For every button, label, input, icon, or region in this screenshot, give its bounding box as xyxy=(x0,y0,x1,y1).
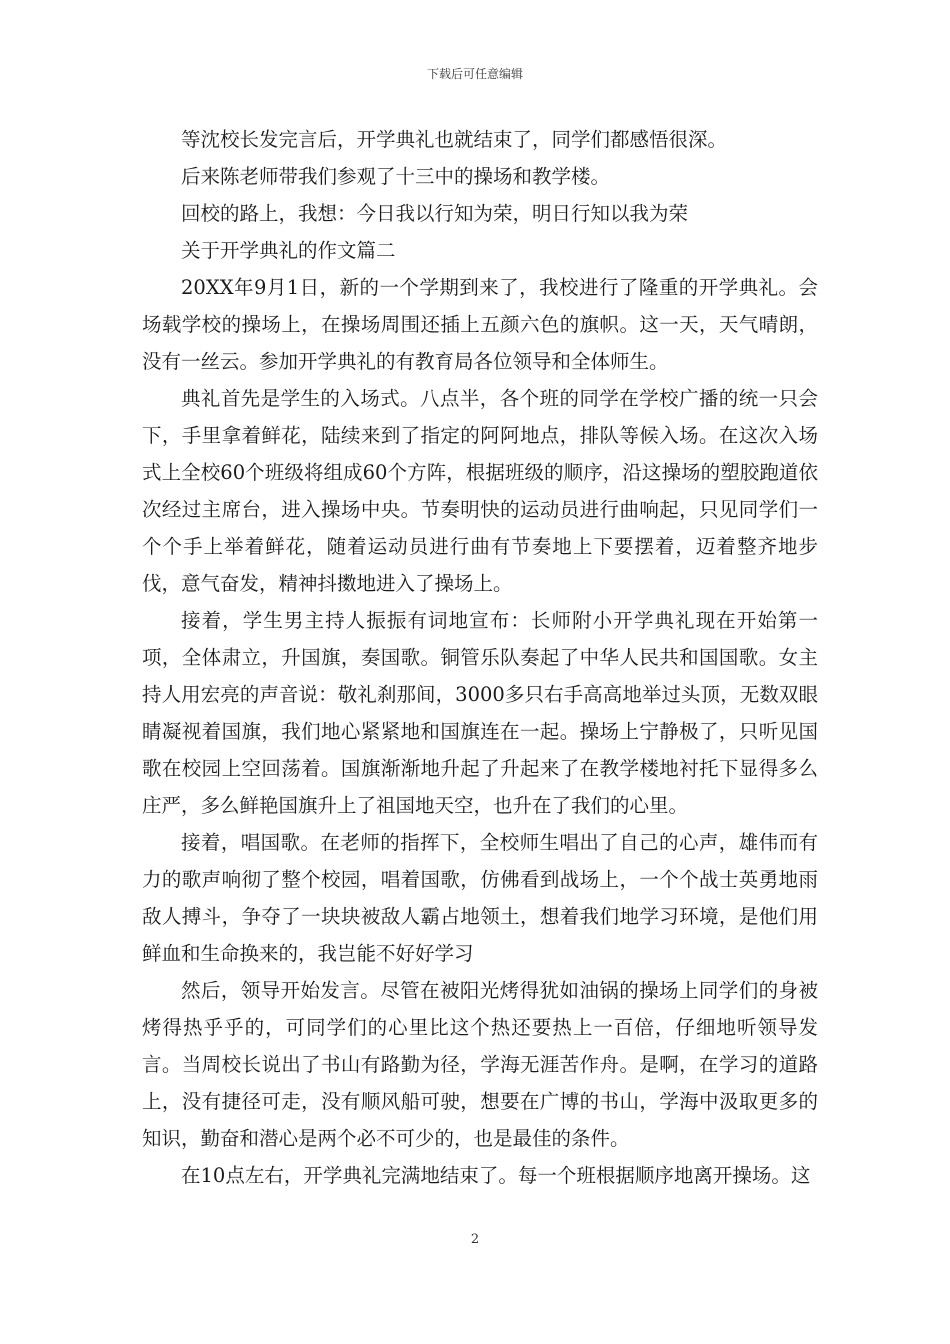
paragraph: 后来陈老师带我们参观了十三中的操场和教学楼。 xyxy=(181,165,611,188)
paragraph: 然后，领导开始发言。尽管在被阳光烤得犹如油锅的操场上同学们的身被烤得热乎乎的，可同学们的心里比这个热还要热上一百倍，仔细地听领导发言。当周校长说出了书山有路勤为径，学海无涯苦作舟。是啊，在学习的道路上，没有捷径可走，没有顺风船可驶，想要在广博的书山，学海中汲取更多的知识，勤奋和潜心是两个必不可少的，也是最佳的条件。 xyxy=(142,979,818,1150)
page-number: 2 xyxy=(470,1232,480,1247)
paragraph: 20XX年9月1日，新的一个学期到来了，我校进行了隆重的开学典礼。会场载学校的操场上，在操场周围还插上五颜六色的旗帜。这一天，天气晴朗，没有一丝云。参加开学典礼的有教育局各位领导和全体师生。 xyxy=(142,276,818,373)
document-body xyxy=(142,121,818,1194)
paragraph: 典礼首先是学生的入场式。八点半，各个班的同学在学校广播的统一只会下，手里拿着鲜花，陆续来到了指定的阿阿地点，排队等候入场。在这次入场式上全校60个班级将组成60个方阵，根据班级的顺序，沿这操场的塑胶跑道依次经过主席台，进入操场中央。节奏明快的运动员进行曲响起，只见同学们一个个手上举着鲜花，随着运动员进行曲有节奏地上下要摆着，迈着整齐地步伐，意气奋发，精神抖擞地进入了操场上。 xyxy=(142,387,818,595)
paragraph: 等沈校长发完言后，开学典礼也就结束了，同学们都感悟很深。 xyxy=(181,128,728,151)
paragraph: 接着，学生男主持人振振有词地宣布：长师附小开学典礼现在开始第一项，全体肃立，升国旗，奏国歌。铜管乐队奏起了中华人民共和国国歌。女主持人用宏亮的声音说：敬礼刹那间，3000多只右手高高地举过头顶，无数双眼睛凝视着国旗，我们地心紧紧地和国旗连在一起。操场上宁静极了，只听见国歌在校园上空回荡着。国旗渐渐地升起了升起来了在教学楼地衬托下显得多么庄严，多么鲜艳国旗升上了祖国地天空，也升在了我们的心里。 xyxy=(142,609,818,817)
paragraph: 接着，唱国歌。在老师的指挥下，全校师生唱出了自己的心声，雄伟而有力的歌声响彻了整个校园，唱着国歌，仿佛看到战场上，一个个战士英勇地雨敌人搏斗，争夺了一块块被敌人霸占地领土，想着我们地学习环境，是他们用鲜血和生命换来的，我岂能不好好学习 xyxy=(142,831,818,965)
paragraph: 在10点左右，开学典礼完满地结束了。每一个班根据顺序地离开操场。这 xyxy=(181,1164,811,1187)
page-header-note: 下载后可任意编辑 xyxy=(426,67,523,81)
paragraph: 回校的路上，我想：今日我以行知为荣，明日行知以我为荣 xyxy=(181,202,689,225)
section-heading: 关于开学典礼的作文篇二 xyxy=(181,239,396,262)
